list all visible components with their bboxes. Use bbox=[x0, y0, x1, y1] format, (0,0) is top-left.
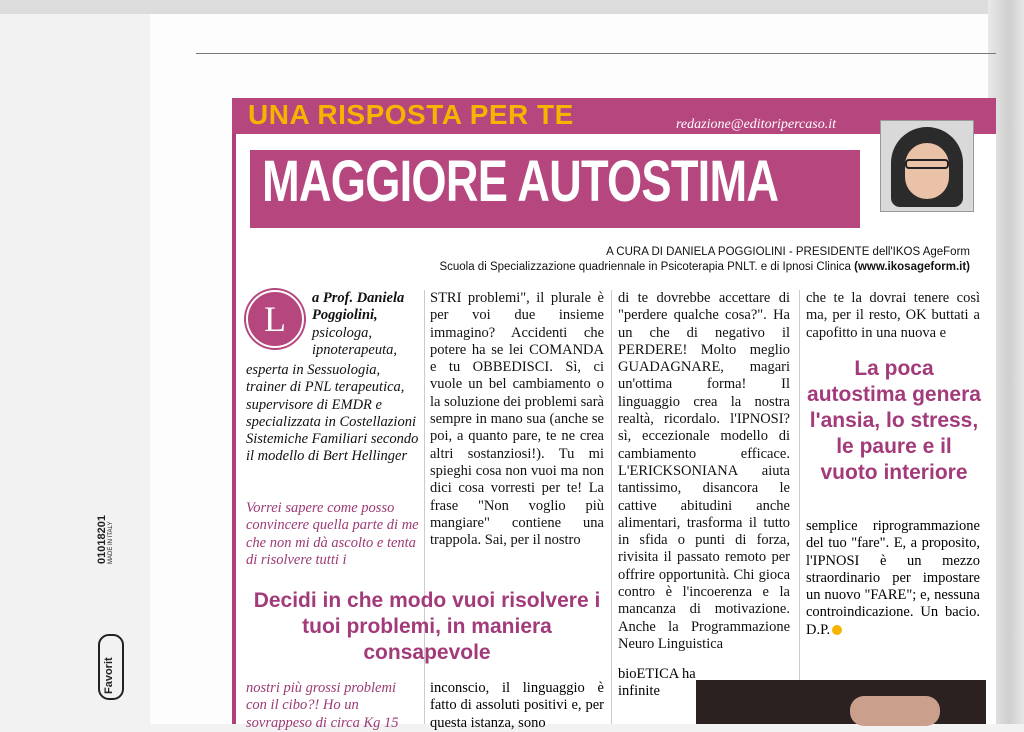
pull-quote: La poca autostima genera l'ansia, lo stress, le paure e il vuoto interiore bbox=[807, 357, 981, 484]
barcode-number: 01018201 bbox=[96, 515, 108, 564]
byline-line-1: A CURA DI DANIELA POGGIOLINI - PRESIDENTE dell'IKOS AgeForm bbox=[606, 246, 970, 258]
answer-closing: semplice riprogrammazione del tuo "fare". E, a proposito, l'IPNOSI è un mezzo straordinario per impostare un nuovo "FARE"; e, nessuna controindicazione. Un bacio. D.P. bbox=[806, 518, 980, 638]
reader-question: Vorrei sapere come posso convincere quella parte di me che non mi dà ascolto e tenta di risolvere tutti i bbox=[246, 500, 419, 568]
barcode-origin: MADE IN ITALY bbox=[108, 521, 114, 564]
end-dot-icon bbox=[832, 625, 842, 635]
photo-glasses bbox=[905, 159, 949, 169]
answer-column-2-bottom: inconscio, il linguaggio è fatto di assoluti positivi e, per questa istanza, sono bbox=[430, 680, 604, 731]
column-divider bbox=[799, 290, 800, 724]
column-divider bbox=[611, 290, 612, 724]
author-photo bbox=[880, 120, 974, 212]
photo-hand bbox=[850, 696, 940, 726]
drop-cap: L bbox=[246, 290, 304, 348]
author-credentials: esperta in Sessuologia, trainer di PNL terapeutica, supervisore di EMDR e specializzata in Costellazioni Sistemiche Familiari secondo il modello di Bert Hellinger bbox=[246, 362, 419, 465]
subheading: Decidi in che modo vuoi risolvere i tuoi problemi, in maniera consapevole bbox=[253, 589, 601, 664]
answer-column-3-bottom: bioETICA ha infinite bbox=[618, 666, 696, 700]
answer-column-4-top: che te la dovrai tenere così ma, per il resto, OK buttati a capofitto in una nuova e bbox=[806, 290, 980, 341]
answer-column-4-bottom bbox=[806, 518, 980, 639]
author-name: a Prof. Daniela Poggiolini, bbox=[312, 290, 405, 324]
answer-column-2: STRI problemi", il plurale è per voi due insieme immagino? Accidenti che potere ha se lei COMANDA e tu OBBEDISCI. Sì, ci vuole un bel cambiamento o la soluzione dei problemi sarà sempre in mano sua (anche se poi, a quanto pare, te ne crea altri sostanziosi!). Tu mi spieghi cosa non vuoi ma non dici cosa vorresti per te! La frase "Non voglio più mangiare" contiene una trappola. Sai, per il nostro bbox=[430, 290, 604, 549]
byline-website: (www.ikosageform.it) bbox=[854, 261, 970, 273]
question-continued: nostri più grossi problemi con il cibo?! Ho un sovrappeso di circa Kg 15 bbox=[246, 680, 399, 731]
article-photo bbox=[696, 680, 986, 724]
byline-school: Scuola di Specializzazione quadriennale in Psicoterapia PNLT. e di Ipnosi Clinica bbox=[439, 261, 851, 273]
favorit-logo bbox=[98, 634, 124, 700]
barcode-label bbox=[96, 500, 116, 564]
byline-line-2 bbox=[386, 260, 970, 275]
logo-text: Favorit bbox=[103, 657, 115, 694]
author-intro bbox=[312, 290, 420, 359]
photo-face bbox=[905, 143, 949, 199]
answer-column-3: di te dovrebbe accettare di "perdere qualche cosa?". Ha un che di negativo il PERDERE! Molto meglio GUADAGNARE, magari un'ottima forma! Il linguaggio crea la nostra realtà, ricordalo. l'IPNOSI? sì, eccezionale modello di cambiamento efficace. L'ERICKSONIANA aiuta tantissimo, disancora le cattive abitudini anche alimentari, trasforma il tutto in sfida o punti di forza, rivisita il passato remoto per offrire opportunità. Chi gioca contro è l'incoerenza e la mancanza di motivazione. Anche la Programmazione Neuro Linguistica bbox=[618, 290, 790, 652]
author-role: psicologa, ipnoterapeuta, bbox=[312, 324, 397, 358]
top-rule bbox=[196, 53, 996, 54]
page-title: MAGGIORE AUTOSTIMA bbox=[262, 149, 779, 214]
section-kicker: UNA RISPOSTA PER TE bbox=[248, 99, 574, 130]
byline bbox=[386, 245, 970, 275]
scan-top-edge bbox=[0, 0, 1024, 14]
contact-email: redazione@editoripercaso.it bbox=[676, 117, 836, 132]
